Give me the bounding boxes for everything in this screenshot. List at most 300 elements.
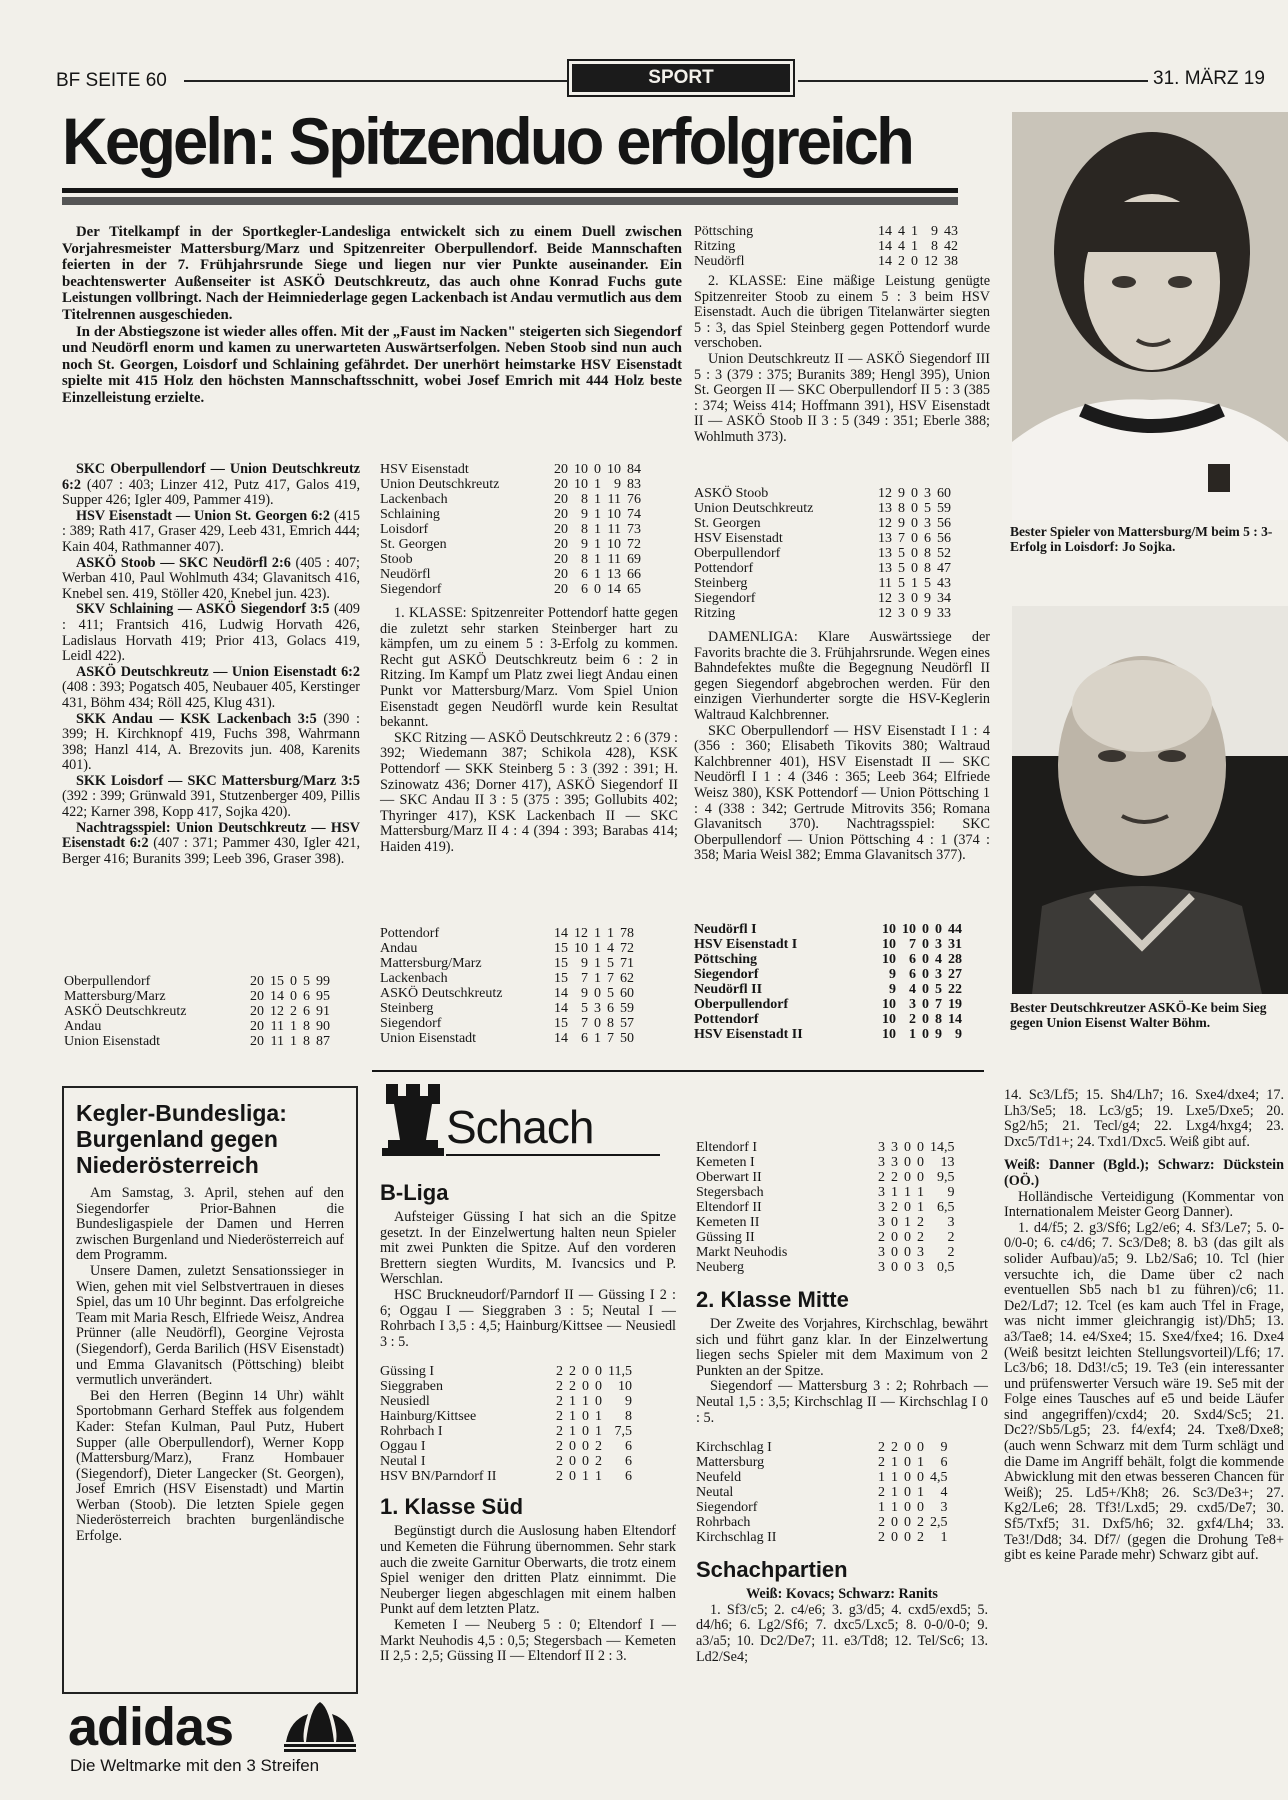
stat-value: 1: [594, 507, 601, 522]
standings-table-f: [694, 922, 962, 1042]
stat-value: 2: [556, 1409, 563, 1425]
stat-value: 2: [891, 1440, 898, 1456]
stat-value: 1: [917, 1485, 924, 1501]
bundesliga-title: Kegler-Bundesliga: Burgenland gegen Niederösterreich: [76, 1100, 287, 1178]
stat-value: 20: [250, 1019, 264, 1034]
stat-value: 1: [891, 1185, 898, 1200]
team-name: Sieggraben: [380, 1379, 443, 1395]
stat-value: 9: [581, 986, 588, 1001]
stat-value: 0: [891, 1260, 898, 1275]
stat-value: 10: [882, 1012, 896, 1027]
stat-value: 10: [574, 462, 588, 477]
lead-text-2: In der Abstiegszone ist wieder alles offen. Mit der „Faust im Nacken" steigerten sich Siegendorf und Neudörfl enorm und kamen zu unerwarteten Auswärtserfolgen. Neben Stoob sind nun auch noch St. Georgen, Loisdorf und Schlaining gefährdet. Der unerhört heimstarke HSV Eisenstadt spielte mit 415 Holz den höchsten Mannschaftsschnitt, wobei Josef Emrich mit 444 Holz beste Einzelleistung erzielte.: [62, 323, 682, 406]
stat-value: 6: [303, 989, 310, 1004]
team-name: St. Georgen: [380, 537, 447, 552]
team-name: Andau: [64, 1019, 102, 1034]
stat-value: 13: [940, 1155, 955, 1170]
stat-value: 5: [924, 576, 931, 591]
team-name: Steinberg: [694, 576, 748, 591]
stat-value: 6: [624, 1439, 632, 1455]
stat-value: 0: [922, 997, 929, 1012]
table-row: [64, 1034, 330, 1049]
stat-value: 34: [937, 591, 951, 606]
team-name: Neudörfl I: [694, 922, 757, 937]
stat-value: 2: [898, 254, 905, 269]
team-name: HSV Eisenstadt: [694, 531, 783, 546]
portrait-sojka-image: [1012, 112, 1288, 520]
team-name: Neudörfl: [380, 567, 431, 582]
stat-value: 2: [878, 1485, 885, 1501]
stat-value: 76: [627, 492, 641, 507]
stat-value: 3: [878, 1245, 885, 1260]
stat-value: 0: [904, 1455, 911, 1471]
lower-section-rule-1: [372, 1070, 984, 1072]
stat-value: 62: [620, 971, 634, 986]
stat-value: 8: [924, 546, 931, 561]
stat-value: 0: [911, 254, 918, 269]
table-row: [696, 1470, 948, 1485]
stat-value: 0: [911, 531, 918, 546]
match-result-details: (407 : 371; Pammer 430, Igler 421, Berger 416; Buranits 399; Leeb 396, Graser 398).: [62, 835, 360, 867]
table-row: [64, 1019, 330, 1034]
stat-value: 12: [924, 254, 938, 269]
schach-logo-underline: [446, 1154, 660, 1156]
stat-value: 73: [627, 522, 641, 537]
stat-value: 4: [909, 982, 916, 997]
photo-caption-sojka: Bester Spieler von Mattersburg/M beim 5 : 3-Erfolg in Loisdorf: Jo Sojka.: [1010, 524, 1273, 554]
mitte-table: [696, 1440, 948, 1545]
table-row: [694, 561, 951, 576]
ksued-heading: 1. Klasse Süd: [380, 1494, 524, 1520]
team-name: ASKÖ Deutschkreutz: [64, 1004, 187, 1019]
stat-value: 11: [607, 522, 621, 537]
stat-value: 0: [922, 982, 929, 997]
table-row: [380, 1424, 632, 1439]
team-name: ASKÖ Stoob: [694, 486, 769, 501]
team-name: Pöttsching: [694, 952, 757, 967]
stat-value: 2: [556, 1469, 563, 1485]
table-row: [696, 1485, 948, 1500]
stat-value: 13: [878, 561, 892, 576]
table-row: [380, 537, 641, 552]
table-row: [694, 486, 951, 501]
stat-value: 0: [904, 1530, 911, 1546]
stat-value: 1: [290, 1034, 297, 1049]
stat-value: 1: [595, 1469, 602, 1485]
table-row: [696, 1245, 955, 1260]
stat-value: 0: [904, 1230, 911, 1245]
stat-value: 3: [935, 967, 942, 982]
stat-value: 19: [948, 997, 962, 1012]
stat-value: 20: [250, 1034, 264, 1049]
stat-value: 0: [917, 1155, 924, 1170]
stat-value: 0: [911, 546, 918, 561]
stat-value: 1: [911, 239, 918, 254]
stat-value: 9: [581, 537, 588, 552]
stat-value: 7: [909, 937, 916, 952]
stat-value: 0: [290, 974, 297, 989]
table-row: [694, 937, 962, 952]
table-row: [694, 967, 962, 982]
stat-value: 10: [574, 941, 588, 956]
stat-value: 6: [607, 1001, 614, 1016]
team-name: Oberpullendorf: [694, 546, 781, 561]
team-name: HSV BN/Parndorf II: [380, 1469, 497, 1485]
stat-value: 4: [940, 1485, 948, 1501]
table-row: [64, 974, 330, 989]
stat-value: 5: [924, 501, 931, 516]
stat-value: 50: [620, 1031, 634, 1046]
stat-value: 20: [250, 1004, 264, 1019]
table-row: [694, 516, 951, 531]
stat-value: 59: [620, 1001, 634, 1016]
table-row: [696, 1200, 955, 1215]
stat-value: 2: [878, 1455, 885, 1471]
chess-rook-icon: [380, 1082, 450, 1158]
match-result: [62, 774, 360, 821]
stat-value: 1: [595, 1424, 602, 1440]
stat-value: 3: [947, 1215, 955, 1230]
stat-value: 0: [917, 1500, 924, 1516]
table-row: [64, 1004, 330, 1019]
adidas-wordmark: adidas: [68, 1697, 234, 1757]
stat-value: 1: [594, 567, 601, 582]
match-result: [62, 665, 360, 712]
table-row: [694, 922, 962, 937]
stat-value: 0: [922, 937, 929, 952]
damen-intro: DAMENLIGA: Klare Auswärtssiege der Favorits brachte die 3. Frühjahrsrunde. Wegen eines Bahndefektes mußte die Begegnung Neudörfl II gegen Siegendorf abgebrochen werden. Für den einzigen Vierhunderter sorgte die HSV-Keglerin Waltraud Kalchbrenner.: [694, 629, 990, 723]
stat-value: 2: [595, 1454, 602, 1470]
table-row: [696, 1500, 948, 1515]
table-row: [694, 997, 962, 1012]
stat-value: 90: [316, 1019, 330, 1034]
stat-value: 1: [595, 1409, 602, 1425]
stat-value: 9: [889, 967, 896, 982]
table-row: [696, 1515, 948, 1530]
table-row: [380, 1409, 632, 1424]
stat-value: 5: [303, 974, 310, 989]
stat-value: 13: [878, 531, 892, 546]
stat-value: 84: [627, 462, 641, 477]
stat-value: 1: [582, 1469, 589, 1485]
table-row: [694, 1027, 962, 1042]
team-name: ASKÖ Deutschkreutz: [380, 986, 503, 1001]
stat-value: 2: [891, 1170, 898, 1185]
table-row: [380, 507, 641, 522]
stat-value: 8: [924, 561, 931, 576]
bundesliga-body: [76, 1186, 344, 1545]
stat-value: 9: [924, 591, 931, 606]
stat-value: 3: [878, 1215, 885, 1230]
stat-value: 0: [582, 1364, 589, 1380]
ksued-table: [696, 1140, 955, 1275]
bliga-results: HSC Bruckneudorf/Parndorf II — Güssing I 2 : 6; Oggau I — Sieggraben 3 : 5; Neutal I — Rohrbach I 3,5 : 4,5; Hainburg/Kittsee — Neusiedl 3 : 5.: [380, 1286, 676, 1350]
stat-value: 83: [627, 477, 641, 492]
table-row: [380, 462, 641, 477]
match-result-details: (408 : 393; Pogatsch 405, Neubauer 405, Kerstinger 431, Böhm 434; Röll 425, Klug 431).: [62, 679, 360, 711]
stat-value: 8: [303, 1034, 310, 1049]
stat-value: 1: [594, 492, 601, 507]
table-row: [380, 1469, 632, 1484]
team-name: Siegendorf: [696, 1500, 758, 1516]
stat-value: 9: [581, 956, 588, 971]
stat-value: 7,5: [614, 1424, 632, 1440]
stat-value: 0: [594, 582, 601, 597]
stat-value: 0: [582, 1379, 589, 1395]
partie2-body: [1004, 1190, 1284, 1564]
stat-value: 27: [948, 967, 962, 982]
stat-value: 1: [911, 224, 918, 239]
partie1-moves: [696, 1603, 988, 1665]
stat-value: 0: [904, 1140, 911, 1155]
stat-value: 0,5: [937, 1260, 955, 1275]
table-row: [696, 1140, 955, 1155]
stat-value: 9: [898, 516, 905, 531]
stat-value: 0: [290, 989, 297, 1004]
stat-value: 4: [607, 941, 614, 956]
stat-value: 0: [594, 986, 601, 1001]
stat-value: 0: [911, 591, 918, 606]
bliga-table: [380, 1364, 632, 1484]
stat-value: 0: [904, 1200, 911, 1215]
stat-value: 14: [270, 989, 284, 1004]
results-column-1: [62, 462, 360, 867]
team-name: Oberpullendorf: [694, 997, 789, 1012]
stat-value: 33: [937, 606, 951, 621]
stat-value: 0: [917, 1470, 924, 1486]
stat-value: 14: [554, 986, 568, 1001]
stat-value: 10: [882, 937, 896, 952]
stat-value: 11,5: [608, 1364, 632, 1380]
stat-value: 78: [620, 926, 634, 941]
stat-value: 1: [582, 1394, 589, 1410]
stat-value: 1: [594, 477, 601, 492]
stat-value: 7: [581, 1016, 588, 1031]
team-name: Oggau I: [380, 1439, 426, 1455]
schach-column-a: [380, 1176, 676, 1665]
match-result-details: (392 : 399; Grünwald 391, Stutzenberger 409, Pillis 422; Karner 398, Kopp 417, Sojka 420).: [62, 788, 360, 821]
match-result-heading: ASKÖ Deutschkreutz — Union Eisenstadt 6:2: [76, 663, 360, 680]
partie1-moves-text: 1. Sf3/c5; 2. c4/e6; 3. g3/d5; 4. cxd5/exd5; 5. d4/h6; 6. Lg2/Sf6; 7. dxc5/Lxc5; 8. 0-0/0-0; 9. a3/a5; 10. Dc2/De7; 11. e3/Td8; 12. Tel/Sc6; 13. Ld2/Se4;: [696, 1601, 988, 1665]
stat-value: 3: [878, 1200, 885, 1215]
stat-value: 72: [620, 941, 634, 956]
team-name: Mattersburg: [696, 1455, 765, 1471]
stat-value: 2: [917, 1530, 924, 1546]
team-name: Güssing II: [696, 1230, 755, 1245]
stat-value: 1: [878, 1470, 885, 1486]
stat-value: 60: [620, 986, 634, 1001]
stat-value: 20: [554, 537, 568, 552]
stat-value: 2: [909, 1012, 916, 1027]
stat-value: 14: [554, 1031, 568, 1046]
photo-caption-boehm: Bester Deutschkreutzer ASKÖ-Ke beim Sieg gegen Union Eisenst Walter Böhm.: [1010, 1000, 1267, 1030]
stat-value: 5: [607, 956, 614, 971]
stat-value: 0: [891, 1215, 898, 1230]
stat-value: 14: [878, 254, 892, 269]
stat-value: 1: [917, 1455, 924, 1471]
stat-value: 0: [911, 561, 918, 576]
stat-value: 20: [554, 492, 568, 507]
portrait-boehm-image: [1012, 606, 1288, 994]
stat-value: 6: [581, 567, 588, 582]
team-name: Siegendorf: [694, 591, 756, 606]
stat-value: 14: [554, 1001, 568, 1016]
klasse1-text: [380, 606, 678, 856]
stat-value: 9: [940, 1440, 948, 1456]
lead-paragraph: [62, 224, 682, 407]
stat-value: 7: [581, 971, 588, 986]
stat-value: 15: [270, 974, 284, 989]
stat-value: 6: [924, 531, 931, 546]
stat-value: 9: [581, 507, 588, 522]
stat-value: 0: [904, 1440, 911, 1456]
section-label: SPORT: [572, 64, 790, 92]
adidas-tagline: Die Weltmarke mit den 3 Streifen: [70, 1756, 320, 1775]
stat-value: 20: [554, 522, 568, 537]
stat-value: 11: [878, 576, 892, 591]
table-row: [696, 1185, 955, 1200]
stat-value: 0: [911, 516, 918, 531]
stat-value: 0: [904, 1485, 911, 1501]
stat-value: 9,5: [937, 1170, 955, 1185]
stat-value: 2: [556, 1454, 563, 1470]
stat-value: 1: [909, 1027, 916, 1042]
stat-value: 1: [607, 926, 614, 941]
stat-value: 5: [898, 561, 905, 576]
stat-value: 3: [924, 486, 931, 501]
stat-value: 8: [581, 492, 588, 507]
partie1-heading: Weiß: Kovacs; Schwarz: Ranits: [746, 1586, 938, 1603]
stat-value: 2: [878, 1515, 885, 1531]
stat-value: 1: [878, 1500, 885, 1516]
stat-value: 8: [624, 1409, 632, 1425]
stat-value: 1: [569, 1409, 576, 1425]
stat-value: 47: [937, 561, 951, 576]
standings-table-c: [380, 926, 634, 1046]
stat-value: 1: [594, 941, 601, 956]
stat-value: 0: [904, 1515, 911, 1531]
stat-value: 3: [917, 1245, 924, 1260]
stat-value: 1: [594, 522, 601, 537]
adidas-ad: [62, 1697, 362, 1790]
stat-value: 0: [569, 1469, 576, 1485]
stat-value: 9: [955, 1027, 962, 1042]
stat-value: 0: [904, 1260, 911, 1275]
table-row: [694, 576, 951, 591]
schach-column-c: [1004, 1088, 1288, 1708]
ksued-results: Kemeten I — Neuberg 5 : 0; Eltendorf I — Markt Neuhodis 4,5 : 0,5; Stegersbach — Kemeten II 2,5 : 2,5; Güssing II — Eltendorf II 2 : 3.: [380, 1616, 676, 1665]
stat-value: 1: [904, 1215, 911, 1230]
team-name: Neuberg: [696, 1260, 744, 1275]
headline-rule: [62, 188, 958, 193]
stat-value: 14: [554, 926, 568, 941]
stat-value: 44: [948, 922, 962, 937]
stat-value: 31: [948, 937, 962, 952]
stat-value: 0: [582, 1439, 589, 1455]
table-row: [696, 1155, 955, 1170]
stat-value: 20: [554, 462, 568, 477]
team-name: Güssing I: [380, 1364, 435, 1380]
table-row: [380, 926, 634, 941]
stat-value: 3: [909, 997, 916, 1012]
stat-value: 69: [627, 552, 641, 567]
photo-boehm: [1012, 606, 1288, 994]
stat-value: 5: [607, 986, 614, 1001]
trefoil-logo-icon: [280, 1702, 360, 1754]
stat-value: 57: [620, 1016, 634, 1031]
stat-value: 10: [574, 477, 588, 492]
table-row: [380, 1394, 632, 1409]
stat-value: 6: [624, 1469, 632, 1485]
team-name: Ritzing: [694, 606, 736, 621]
stat-value: 4: [898, 224, 905, 239]
table-row: [696, 1215, 955, 1230]
stat-value: 2: [556, 1364, 563, 1380]
stat-value: 0: [922, 1012, 929, 1027]
standings-table-d: [694, 224, 958, 269]
table-row: [380, 956, 634, 971]
team-name: Neudörfl II: [694, 982, 763, 997]
partie1-continued: [1004, 1088, 1284, 1150]
stat-value: 10: [882, 922, 896, 937]
stat-value: 1: [904, 1185, 911, 1200]
match-result-heading: SKC Oberpullendorf — Union Deutschkreutz 6:2: [62, 461, 360, 493]
stat-value: 8: [931, 239, 938, 254]
table-row: [694, 982, 962, 997]
stat-value: 5: [898, 546, 905, 561]
stat-value: 1: [594, 926, 601, 941]
table-row: [380, 1454, 632, 1469]
match-result: [62, 509, 360, 556]
stat-value: 1: [569, 1394, 576, 1410]
stat-value: 20: [250, 989, 264, 1004]
team-name: HSV Eisenstadt: [380, 462, 469, 477]
table-row: [380, 1379, 632, 1394]
stat-value: 0: [917, 1170, 924, 1185]
stat-value: 60: [937, 486, 951, 501]
stat-value: 0: [911, 486, 918, 501]
stat-value: 20: [554, 477, 568, 492]
stat-value: 22: [948, 982, 962, 997]
stat-value: 38: [944, 254, 958, 269]
table-row: [694, 591, 951, 606]
partien-heading: Schachpartien: [696, 1557, 848, 1583]
stat-value: 8: [898, 501, 905, 516]
match-result-details: (409 : 411; Frantsich 416, Ludwig Horvath 426, Ladislaus Horvath 419; Prior 413, Golacs 419, Leidl 422).: [62, 601, 360, 665]
ksued-intro: Begünstigt durch die Auslosung haben Eltendorf und Kemeten die Führung übernommen. Sehr stark auch die zweite Garnitur Oberwarts, die trotz einem Spiel weniger den dritten Platz einnimmt. Die Neuberger liegen abgeschlagen mit einem halben Punkt auf dem letzten Platz.: [380, 1523, 676, 1618]
stat-value: 0: [891, 1515, 898, 1531]
stat-value: 2: [947, 1230, 955, 1245]
stat-value: 3: [878, 1185, 885, 1200]
table-row: [380, 582, 641, 597]
stat-value: 56: [937, 516, 951, 531]
partie2-heading: Weiß: Danner (Bgld.); Schwarz: Dückstein (OÖ.): [1004, 1157, 1284, 1189]
table-row: [696, 1230, 955, 1245]
stat-value: 12: [878, 606, 892, 621]
team-name: Ritzing: [694, 239, 736, 254]
team-name: Steinberg: [380, 1001, 434, 1016]
table-row: [694, 546, 951, 561]
stat-value: 12: [574, 926, 588, 941]
match-result: [62, 602, 360, 664]
stat-value: 1: [891, 1470, 898, 1486]
stat-value: 12: [878, 516, 892, 531]
stat-value: 72: [627, 537, 641, 552]
photo-sojka: [1012, 112, 1288, 520]
stat-value: 0: [911, 606, 918, 621]
stat-value: 2: [878, 1170, 885, 1185]
team-name: Kemeten I: [696, 1155, 755, 1170]
